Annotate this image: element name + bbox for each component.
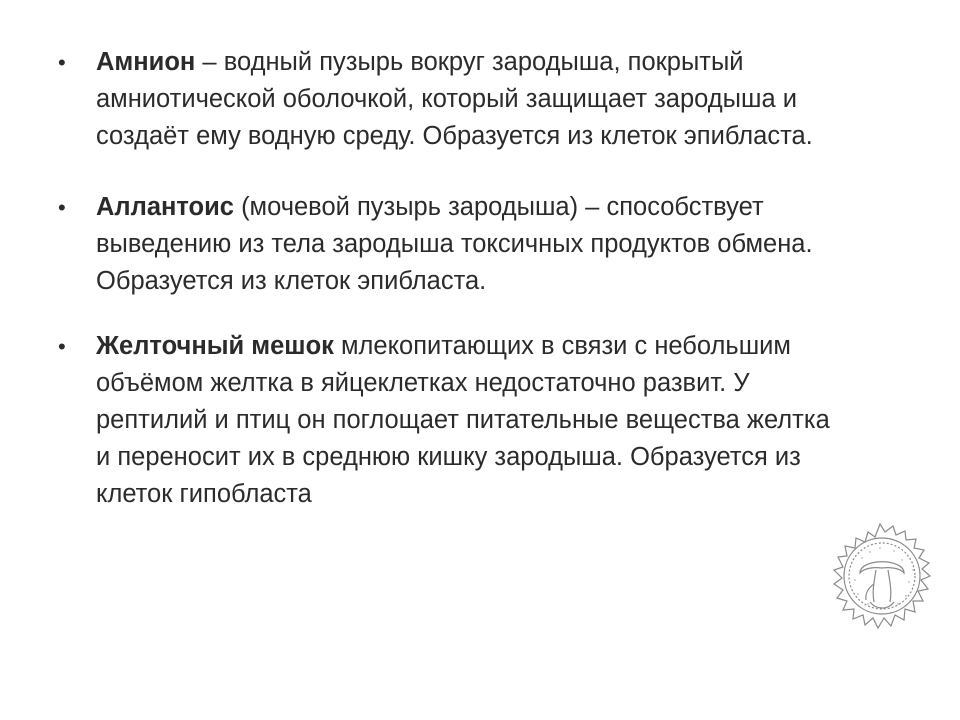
inner-membrane bbox=[844, 538, 920, 614]
term-amnion: Амнион bbox=[96, 48, 196, 76]
definition-allantois: (мочевой пузырь зародыша) – способствует выведению из тела зародыша токсичных продуктов обмена. Образуется из клеток эпибласта. bbox=[96, 193, 813, 295]
embryo-base bbox=[870, 602, 894, 608]
embryo-cap bbox=[860, 562, 904, 573]
bullet-marker: • bbox=[58, 334, 66, 359]
inner-ring bbox=[849, 543, 915, 609]
embryo-stalk bbox=[873, 570, 891, 602]
bullet-amnion bbox=[58, 44, 848, 155]
bullet-list bbox=[58, 44, 848, 513]
bullet-marker: • bbox=[58, 195, 66, 220]
bullet-marker: • bbox=[58, 50, 66, 75]
bullet-allantois bbox=[58, 189, 848, 300]
definition-amnion: – водный пузырь вокруг зародыша, покрытый амниотической оболочкой, который защищает зародыша и создаёт ему водную среду. Образуется из клеток эпибласта. bbox=[96, 48, 813, 150]
definition-yolk-sac: млекопитающих в связи с небольшим объёмом желтка в яйцеклетках недостаточно развит. У рептилий и птиц он поглощает питательные вещества желтка и переносит их в среднюю кишку зародыша. Образуется из клеток гипобласта bbox=[96, 332, 830, 508]
term-allantois: Аллантоис bbox=[96, 193, 234, 221]
embryo-arm bbox=[866, 584, 874, 600]
term-yolk-sac: Желточный мешок bbox=[96, 332, 334, 360]
bullet-yolk-sac bbox=[58, 328, 848, 513]
embryo-sketch-icon bbox=[810, 518, 950, 648]
